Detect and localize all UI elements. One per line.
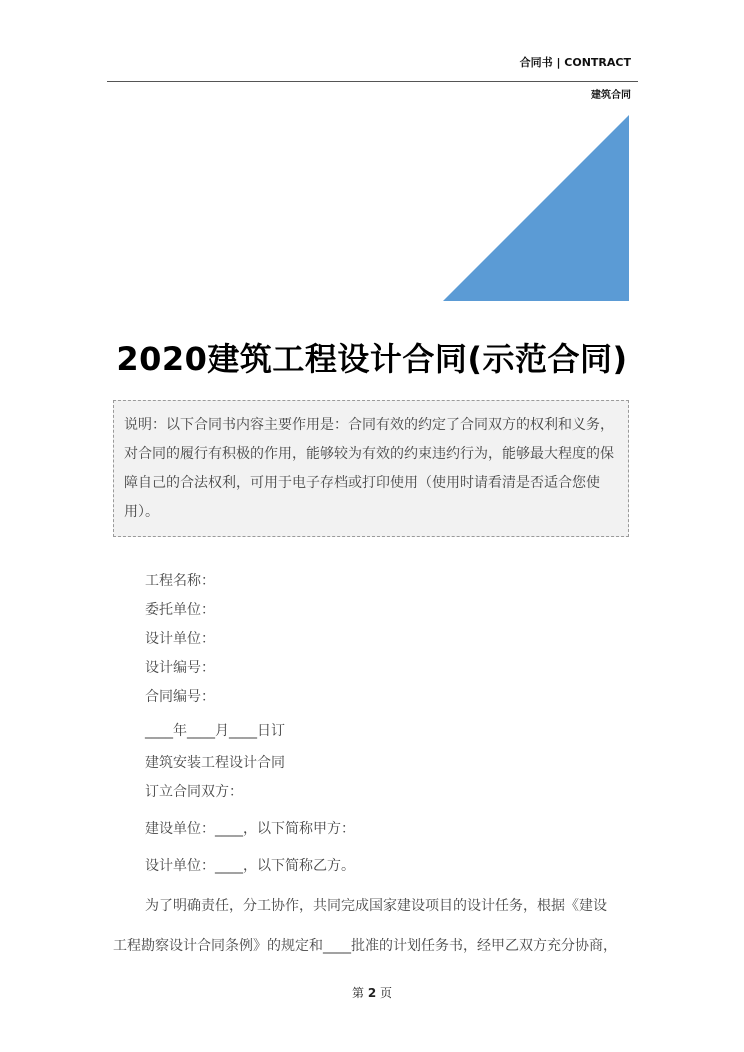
footer-suffix: 页: [380, 986, 393, 1000]
header-category: 建筑合同: [591, 90, 631, 101]
paragraph-line-2: 工程勘察设计合同条例》的规定和____批准的计划任务书，经甲乙双方充分协商，: [113, 938, 617, 954]
field-list: [145, 567, 215, 712]
notice-box: [113, 400, 629, 537]
contract-name: 建筑安装工程设计合同: [145, 755, 285, 771]
party-a: 建设单位：____，以下简称甲方：: [145, 821, 355, 837]
notice-text: 说明：以下合同书内容主要作用是：合同有效的约定了合同双方的权利和义务，对合同的履行有积极的作用，能够较为有效的约束违约行为，能够最大程度的保障自己的合法权利，可用于电子存档或打印使用（使用时请看清是否适合您使用）。: [124, 417, 614, 520]
parties-intro: 订立合同双方：: [145, 784, 243, 800]
header-divider: [107, 81, 638, 82]
date-line: ____年____月____日订: [145, 723, 285, 739]
document-title: 2020建筑工程设计合同(示范合同): [116, 340, 628, 378]
footer-prefix: 第: [351, 986, 364, 1000]
field-design-number: 设计编号：: [145, 660, 215, 676]
field-designer: 设计单位：: [145, 631, 215, 647]
field-contract-number: 合同编号：: [145, 689, 215, 705]
decorative-triangle: [443, 115, 629, 301]
field-project-name: 工程名称：: [145, 573, 215, 589]
field-client: 委托单位：: [145, 602, 215, 618]
paragraph-line-1: 为了明确责任，分工协作，共同完成国家建设项目的设计任务，根据《建设: [145, 898, 607, 914]
triangle-shape: [443, 115, 629, 301]
header-brand: 合同书 | CONTRACT: [519, 56, 631, 69]
page-number: 2: [367, 986, 377, 1000]
page-footer: [0, 984, 744, 1001]
party-b: 设计单位：____，以下简称乙方。: [145, 858, 355, 874]
